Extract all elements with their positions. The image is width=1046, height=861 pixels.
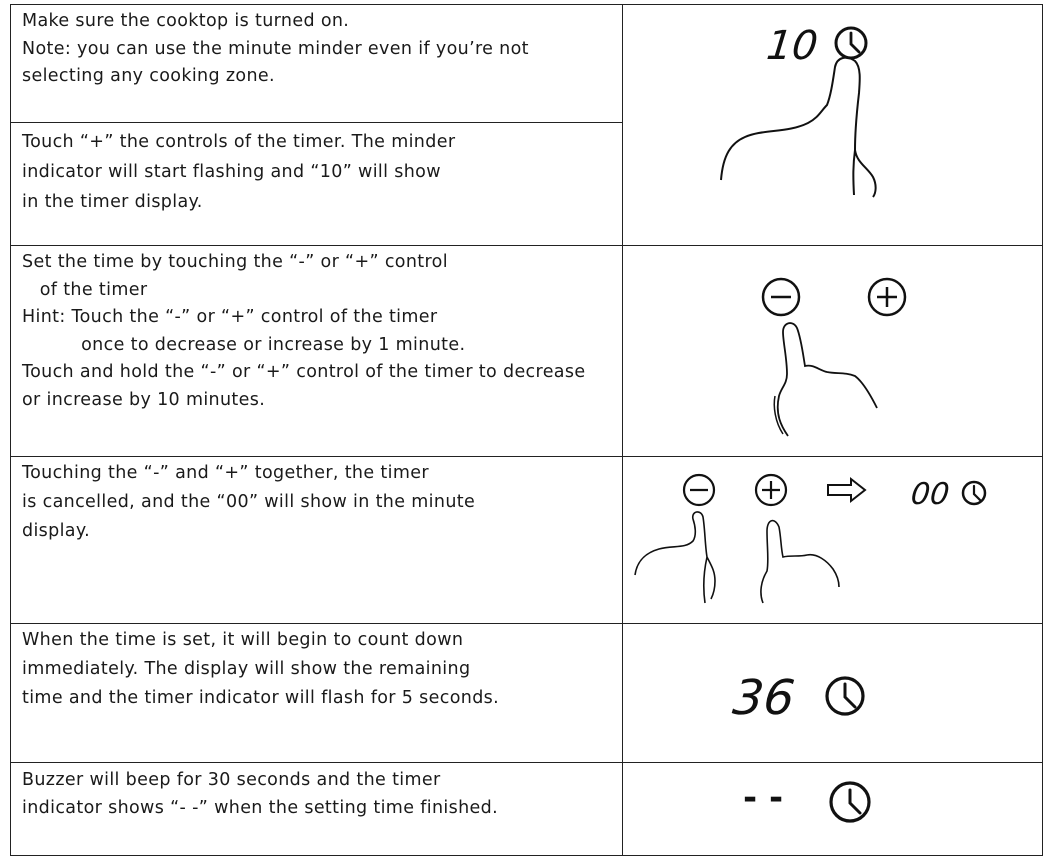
- minus-icon: [763, 279, 799, 315]
- finger-icon: [778, 323, 877, 436]
- clock-icon: [831, 783, 869, 821]
- timer-display-00: 00: [909, 477, 952, 512]
- plus-icon: [869, 279, 905, 315]
- finger-icon: [721, 58, 876, 197]
- step-1-line-3: selecting any cooking zone.: [22, 66, 275, 86]
- step-2-text: [22, 127, 455, 217]
- figure-timer-finished: [623, 763, 1042, 855]
- clock-icon: [963, 482, 985, 504]
- arrow-right-icon: [828, 479, 865, 501]
- step-5-line-2: immediately. The display will show the remaining: [22, 659, 471, 679]
- finger-icon: [761, 521, 839, 603]
- row-divider-1: [10, 122, 622, 123]
- step-1-line-2: Note: you can use the minute minder even if you’re not: [22, 38, 529, 59]
- step-6-text: [22, 767, 498, 822]
- step-4-text: [22, 459, 475, 546]
- step-3-line-2: of the timer: [22, 279, 148, 300]
- step-5-line-1: When the time is set, it will begin to count down: [22, 630, 464, 650]
- timer-display-dashes: - -: [743, 778, 784, 818]
- clock-icon: [827, 678, 863, 714]
- step-6-line-2: indicator shows “- -” when the setting time finished.: [22, 797, 499, 818]
- step-2-line-2: indicator will start flashing and “10” will show: [22, 162, 441, 182]
- timer-display-36: 36: [730, 670, 798, 726]
- step-6-line-1: Buzzer will beep for 30 seconds and the timer: [22, 770, 441, 790]
- table-border-bottom: [10, 855, 1043, 856]
- minus-icon: [684, 475, 714, 505]
- step-4-line-3: display.: [22, 521, 91, 541]
- plus-icon: [756, 475, 786, 505]
- step-5-text: [22, 626, 499, 713]
- step-2-line-1: Touch “+” the controls of the timer. The minder: [22, 132, 456, 152]
- step-3-line-3: Hint: Touch the “-” or “+” control of the timer: [22, 307, 438, 327]
- step-4-line-1: Touching the “-” and “+” together, the timer: [22, 463, 429, 483]
- step-3-line-1: Set the time by touching the “-” or “+” control: [22, 252, 448, 272]
- figure-timer-countdown: [623, 624, 1042, 762]
- step-1-text: [22, 8, 529, 91]
- figure-timer-start: [623, 5, 1042, 245]
- step-3-line-6: or increase by 10 minutes.: [22, 389, 266, 410]
- step-5-line-3: time and the timer indicator will flash for 5 seconds.: [22, 688, 500, 708]
- figure-timer-adjust: [623, 246, 1042, 456]
- step-2-line-3: in the timer display.: [22, 192, 203, 212]
- step-3-line-4: once to decrease or increase by 1 minute.: [22, 334, 466, 355]
- finger-icon: [635, 512, 715, 603]
- step-3-line-5: Touch and hold the “-” or “+” control of the timer to decrease: [22, 362, 586, 382]
- step-1-line-1: Make sure the cooktop is turned on.: [22, 11, 350, 31]
- timer-display-10: 10: [764, 23, 821, 69]
- table-border-left: [10, 4, 11, 856]
- table-border-right: [1042, 4, 1043, 856]
- step-3-text: [22, 249, 585, 414]
- figure-timer-cancel: [623, 457, 1042, 623]
- step-4-line-2: is cancelled, and the “00” will show in the minute: [22, 492, 476, 512]
- clock-icon: [836, 28, 866, 58]
